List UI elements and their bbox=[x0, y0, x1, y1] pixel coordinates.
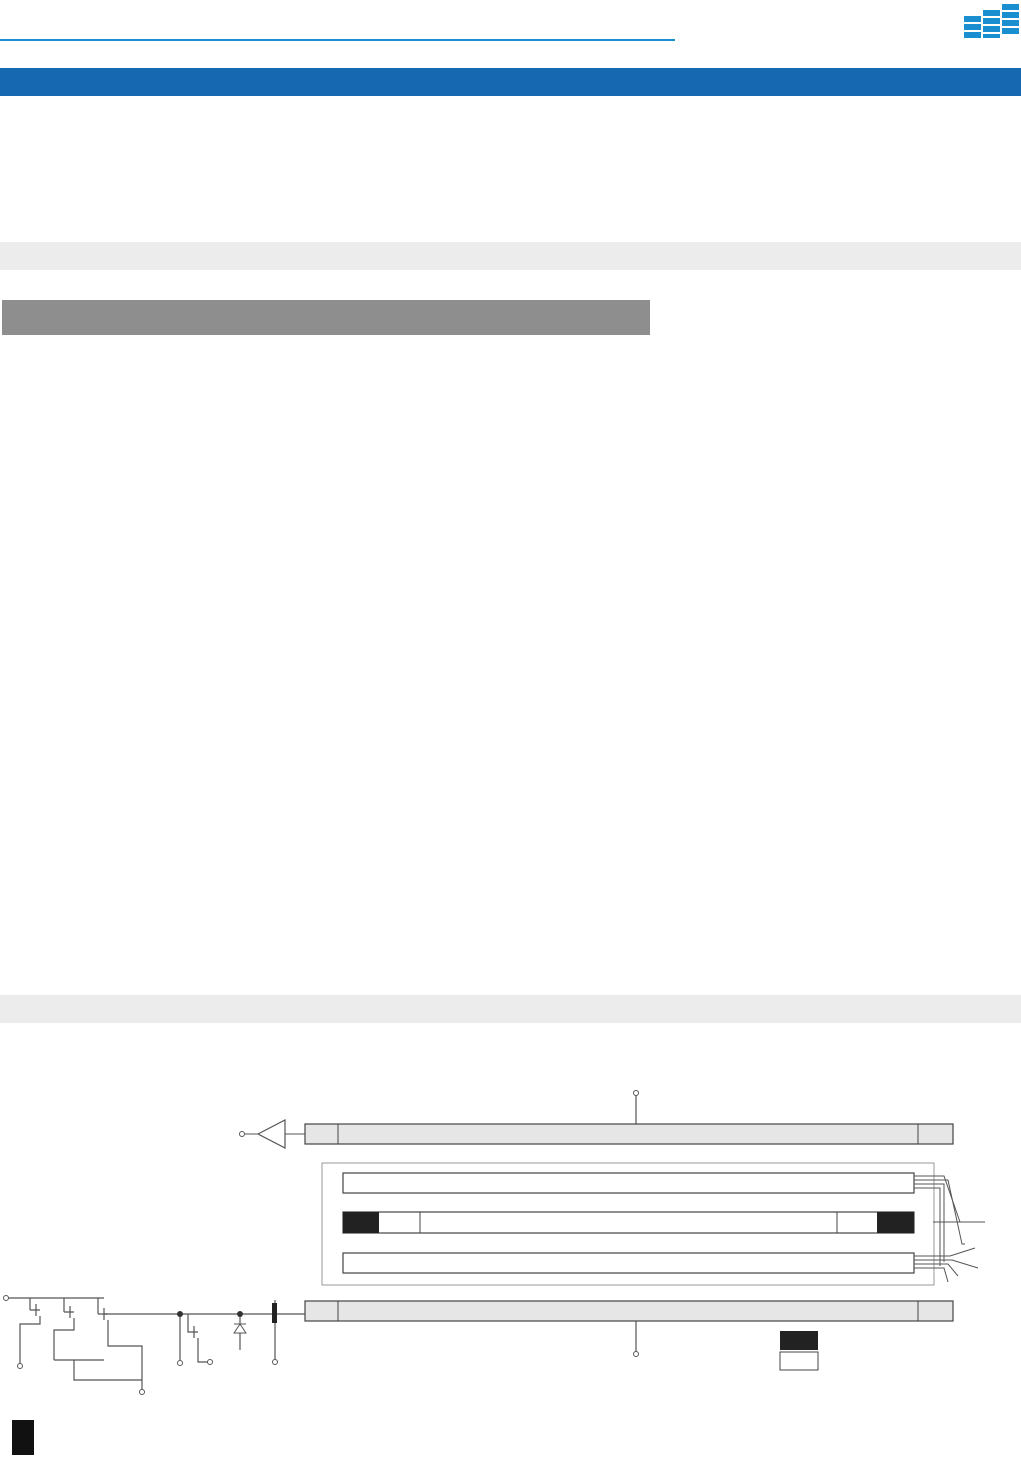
output-circuit-os1 bbox=[6, 1298, 305, 1392]
diode-icon bbox=[234, 1324, 246, 1333]
pin1-marker-icon bbox=[12, 1420, 34, 1455]
section-band-diagram bbox=[0, 995, 1021, 1023]
output-amplifier-os2-icon bbox=[258, 1120, 285, 1148]
column-header-name bbox=[244, 300, 650, 335]
brand-logo-text bbox=[678, 6, 682, 43]
column-header-pin bbox=[2, 300, 143, 335]
block-diagram bbox=[0, 1030, 1021, 1458]
right-signal-lines bbox=[914, 1176, 985, 1282]
pin-table bbox=[2, 300, 650, 335]
header-rule bbox=[0, 39, 675, 41]
package-pinout-diagram bbox=[700, 400, 1021, 840]
pin-table-header bbox=[2, 300, 650, 335]
title-bar bbox=[0, 68, 1021, 96]
column-header-symbol bbox=[143, 300, 244, 335]
section-band-pinout bbox=[0, 242, 1021, 270]
brand-logo-icon bbox=[962, 2, 1020, 40]
